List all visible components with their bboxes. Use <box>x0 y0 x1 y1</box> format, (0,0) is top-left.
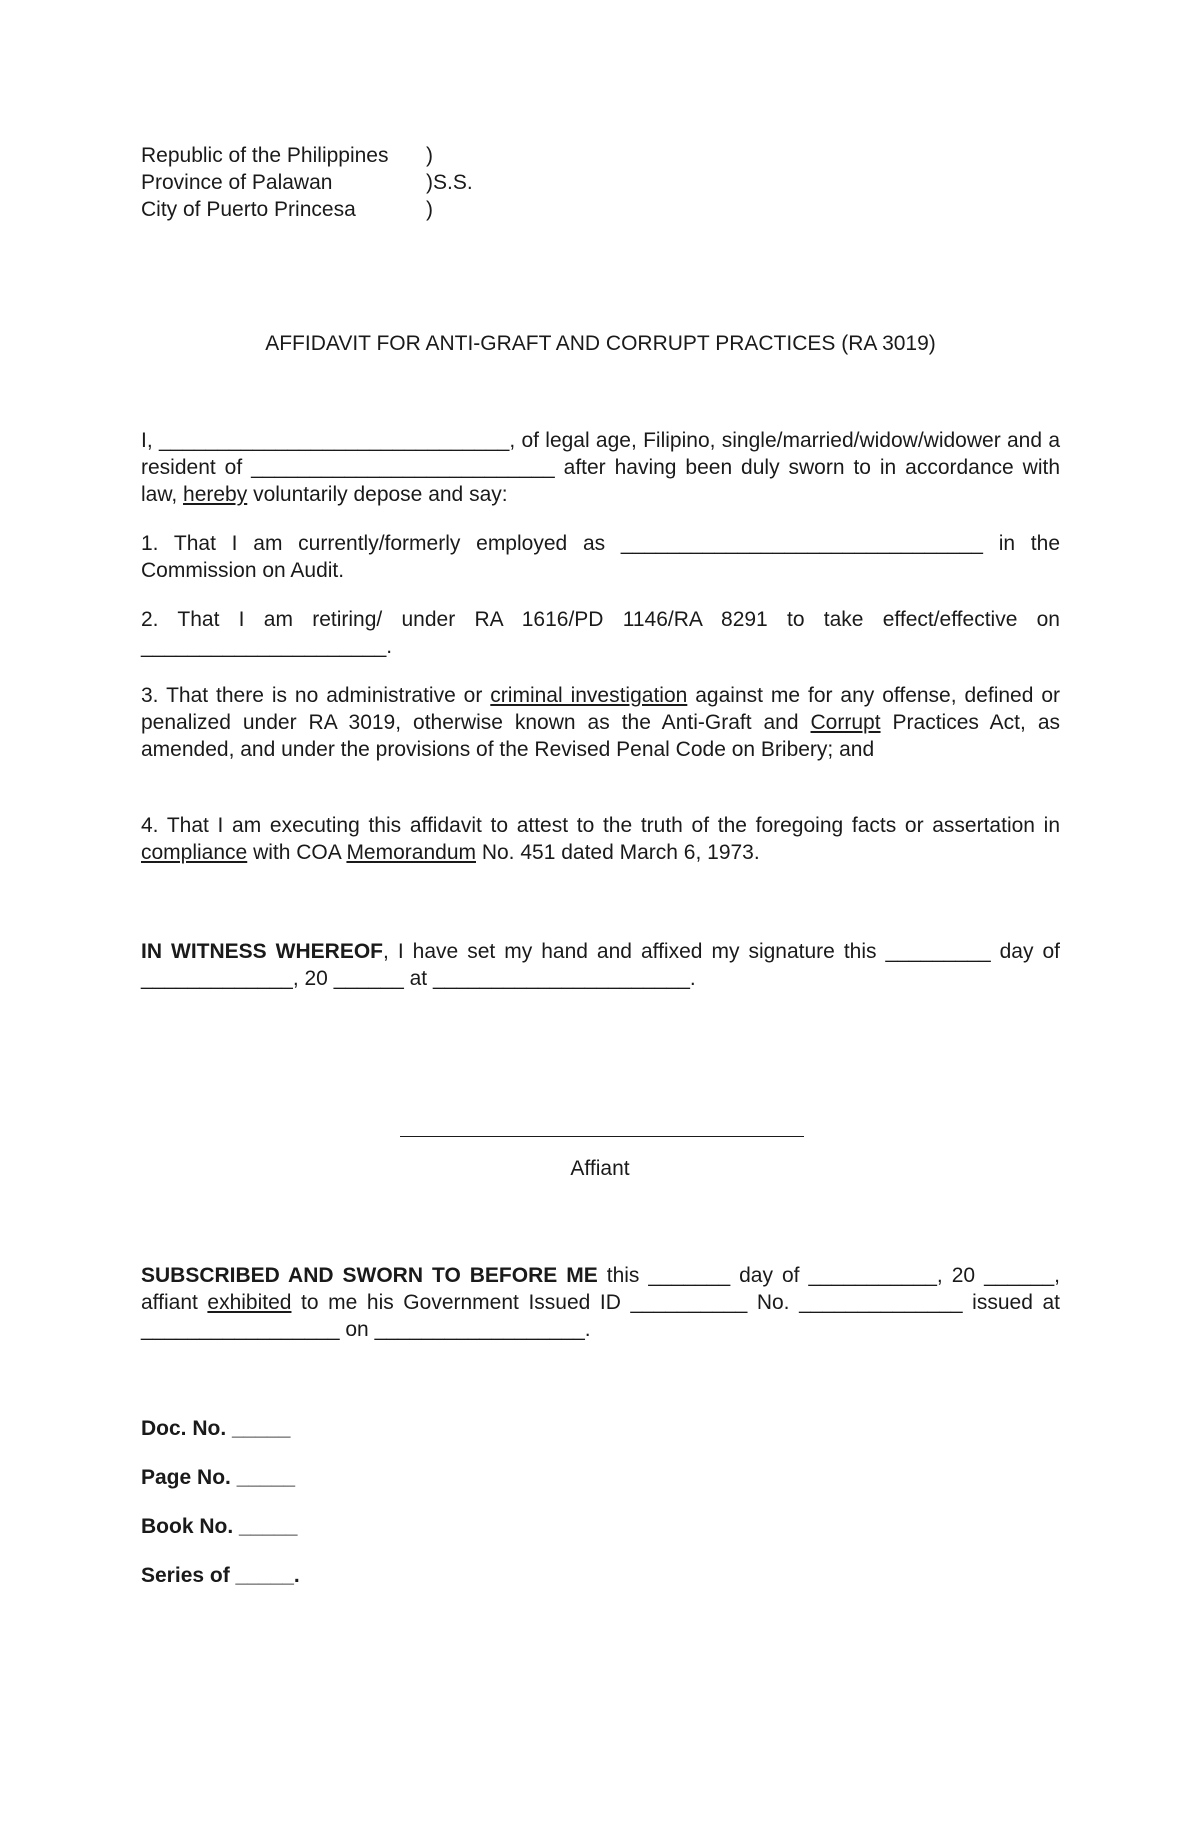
venue-bracket: ) <box>426 144 433 167</box>
venue-city: City of Puerto Princesa <box>141 198 356 221</box>
jurat-exhibited: exhibited <box>207 1291 292 1314</box>
item-4-text: 4. That I am executing this affidavit to attest to the truth of the foregoing facts or assertation in <box>141 814 1060 837</box>
witness-text: , I have set my hand and affixed my signature this _________ day of _____________, 20 ______ at ______________________. <box>141 940 1060 990</box>
document-title: AFFIDAVIT FOR ANTI-GRAFT AND CORRUPT PRACTICES (RA 3019) <box>265 332 936 355</box>
venue-line-republic <box>141 142 541 169</box>
venue-country: Republic of the Philippines <box>141 144 389 167</box>
intro-paragraph <box>141 427 1060 508</box>
item-4-paragraph <box>141 812 1060 866</box>
jurat-text-end: to me his Government Issued ID __________ No. ______________ issued at _________________ on __________________. <box>141 1291 1060 1341</box>
item-4-text-mid: with COA <box>247 841 347 864</box>
jurat-text: this _______ day of ___________, 20 ______, affiant <box>141 1264 1060 1314</box>
item-3-text-end: Practices Act, as amended, and under the provisions of the Revised Penal Code on Bribery; and <box>141 711 1060 761</box>
item-4-text-end: No. 451 dated March 6, 1973. <box>476 841 760 864</box>
item-3-text: 3. That there is no administrative or <box>141 684 491 707</box>
intro-text-end: voluntarily depose and say: <box>247 483 508 506</box>
book-number: Book No. _____ <box>141 1515 298 1538</box>
witness-heading: IN WITNESS WHEREOF <box>141 940 383 963</box>
item-3-criminal-investigation: criminal investigation <box>490 684 688 707</box>
venue-bracket: ) <box>426 198 433 221</box>
series-number: Series of _____. <box>141 1564 300 1587</box>
intro-hereby: hereby <box>183 483 248 506</box>
venue-line-city <box>141 196 541 223</box>
venue-block <box>141 142 541 223</box>
item-3-corrupt: Corrupt <box>810 711 881 734</box>
item-3-paragraph <box>141 682 1060 763</box>
venue-ss-mark: )S.S. <box>426 171 473 194</box>
doc-number: Doc. No. _____ <box>141 1417 291 1440</box>
witness-paragraph <box>141 938 1060 992</box>
item-1-paragraph: 1. That I am currently/formerly employed as _______________________________ in the Commission on Audit. <box>141 532 1060 582</box>
venue-line-province <box>141 169 541 196</box>
item-4-memorandum: Memorandum <box>346 841 476 864</box>
signature-line <box>400 1122 804 1137</box>
signature-block <box>400 1122 800 1182</box>
jurat-heading: SUBSCRIBED AND SWORN TO BEFORE ME <box>141 1264 598 1287</box>
intro-text: I, ______________________________, of legal age, Filipino, single/married/widow/widower and a resident of __________________________ after having been duly sworn to in accordance with law, <box>141 429 1060 506</box>
item-3-text-mid: against me for any offense, defined or penalized under RA 3019, otherwise known as the Anti-Graft and <box>141 684 1060 734</box>
affiant-label: Affiant <box>570 1157 630 1180</box>
jurat-paragraph <box>141 1262 1060 1343</box>
item-2-paragraph: 2. That I am retiring/ under RA 1616/PD 1146/RA 8291 to take effect/effective on _____________________. <box>141 608 1060 658</box>
venue-province: Province of Palawan <box>141 171 333 194</box>
page-number: Page No. _____ <box>141 1466 296 1489</box>
item-4-compliance: compliance <box>141 841 248 864</box>
